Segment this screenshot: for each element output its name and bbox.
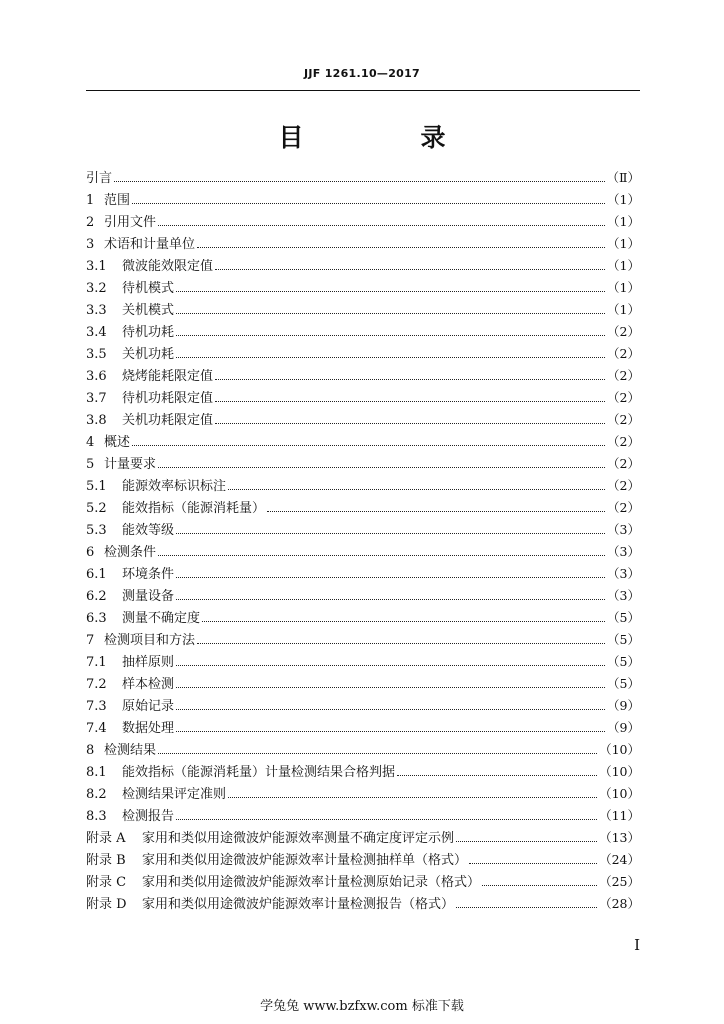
toc-entry-page: （25） (599, 874, 640, 889)
toc-entry[interactable] (86, 321, 640, 343)
dot-leader (215, 400, 605, 402)
toc-entry-title: 关机功耗限定值 (122, 413, 214, 428)
dot-leader (267, 510, 605, 512)
toc-entry-page: （1） (607, 236, 640, 251)
toc-entry-number: 3.6 (86, 369, 107, 384)
dot-leader (228, 796, 597, 798)
toc-entry-title: 待机功耗限定值 (122, 391, 214, 406)
toc-entry-page: （1） (607, 192, 640, 207)
toc-entry-page: （10） (599, 764, 640, 779)
toc-entry-number: 3.4 (86, 325, 107, 340)
toc-entry-title: 概述 (104, 435, 131, 450)
toc-entry-page: （2） (607, 368, 640, 383)
toc-entry-number: 3.8 (86, 413, 107, 428)
toc-entry-number: 3.2 (86, 281, 107, 296)
toc-entry-number: 7.3 (86, 699, 107, 714)
dot-leader (158, 466, 605, 468)
toc-entry-title: 能效指标（能源消耗量）计量检测结果合格判据 (122, 765, 396, 780)
toc-entry[interactable] (86, 849, 640, 871)
toc-entry-page: （9） (607, 720, 640, 735)
toc-entry-title: 检测结果 (104, 743, 157, 758)
toc-entry-title: 测量设备 (122, 589, 175, 604)
toc-entry-title: 测量不确定度 (122, 611, 201, 626)
dot-leader (176, 356, 605, 358)
toc-entry-title: 范围 (104, 193, 131, 208)
dot-leader (176, 532, 605, 534)
toc-entry[interactable] (86, 893, 640, 915)
toc-entry-page: （13） (599, 830, 640, 845)
toc-entry[interactable] (86, 871, 640, 893)
toc-entry-number: 8.3 (86, 809, 107, 824)
toc-entry-number: 8.1 (86, 765, 107, 780)
toc-entry-title: 微波能效限定值 (122, 259, 214, 274)
table-of-contents (86, 167, 640, 915)
dot-leader (114, 180, 604, 182)
toc-entry[interactable] (86, 343, 640, 365)
toc-entry-number: 4 (86, 435, 95, 450)
toc-entry-number: 3.7 (86, 391, 107, 406)
toc-entry-title: 原始记录 (122, 699, 175, 714)
dot-leader (469, 862, 597, 864)
toc-entry-number: 5.1 (86, 479, 107, 494)
toc-entry[interactable] (86, 629, 640, 651)
dot-leader (132, 444, 605, 446)
toc-entry-title: 烧烤能耗限定值 (122, 369, 214, 384)
toc-entry-number: 1 (86, 193, 95, 208)
toc-entry[interactable] (86, 607, 640, 629)
toc-entry-title: 计量要求 (104, 457, 157, 472)
toc-entry[interactable] (86, 497, 640, 519)
dot-leader (215, 422, 605, 424)
toc-entry-page: （2） (607, 412, 640, 427)
toc-entry-page: （5） (607, 676, 640, 691)
toc-entry-page: （3） (607, 588, 640, 603)
toc-entry-page: （28） (599, 896, 640, 911)
toc-entry-title: 检测项目和方法 (104, 633, 196, 648)
toc-entry-title: 能效等级 (122, 523, 175, 538)
toc-entry[interactable] (86, 299, 640, 321)
dot-leader (176, 818, 597, 820)
toc-entry[interactable] (86, 651, 640, 673)
toc-entry[interactable] (86, 717, 640, 739)
toc-entry-number: 8.2 (86, 787, 107, 802)
toc-entry-title: 家用和类似用途微波炉能源效率计量检测报告（格式） (142, 897, 455, 912)
toc-entry[interactable] (86, 761, 640, 783)
toc-entry-page: （2） (607, 434, 640, 449)
toc-entry-title: 检测结果评定准则 (122, 787, 227, 802)
dot-leader (176, 598, 605, 600)
toc-entry[interactable] (86, 167, 640, 189)
dot-leader (176, 730, 605, 732)
toc-entry-number: 3.3 (86, 303, 107, 318)
toc-entry[interactable] (86, 255, 640, 277)
toc-entry-page: （5） (607, 610, 640, 625)
toc-entry-page: （2） (607, 456, 640, 471)
toc-entry-page: （1） (607, 302, 640, 317)
toc-entry-title: 检测条件 (104, 545, 157, 560)
toc-entry-number: 7.2 (86, 677, 107, 692)
toc-entry[interactable] (86, 739, 640, 761)
toc-entry-page: （2） (607, 500, 640, 515)
toc-entry-number: 7 (86, 633, 95, 648)
watermark-text: 学兔兔 www.bzfxw.com 标准下载 (260, 999, 464, 1014)
toc-entry-title: 能源效率标识标注 (122, 479, 227, 494)
dot-leader (176, 708, 605, 710)
toc-entry-page: （10） (599, 786, 640, 801)
toc-entry-title: 家用和类似用途微波炉能源效率计量检测抽样单（格式） (142, 853, 468, 868)
toc-entry-title: 样本检测 (122, 677, 175, 692)
toc-entry-page: （11） (599, 808, 640, 823)
toc-entry-title: 抽样原则 (122, 655, 175, 670)
dot-leader (132, 202, 605, 204)
toc-entry-title: 引用文件 (104, 215, 157, 230)
toc-entry-page: （3） (607, 544, 640, 559)
toc-entry-title: 能效指标（能源消耗量） (122, 501, 266, 516)
toc-entry[interactable] (86, 211, 640, 233)
dot-leader (456, 906, 597, 908)
toc-entry-number: 附录 B (86, 853, 126, 868)
toc-entry-title: 关机功耗 (122, 347, 175, 362)
toc-entry-title: 待机功耗 (122, 325, 175, 340)
header-rule (86, 90, 640, 91)
toc-entry-number: 3 (86, 237, 95, 252)
toc-entry[interactable] (86, 541, 640, 563)
dot-leader (158, 554, 605, 556)
toc-entry-number: 6.1 (86, 567, 107, 582)
toc-entry-title: 待机模式 (122, 281, 175, 296)
toc-entry-page: （2） (607, 390, 640, 405)
toc-entry[interactable] (86, 409, 640, 431)
toc-entry[interactable] (86, 277, 640, 299)
toc-entry[interactable] (86, 673, 640, 695)
toc-entry-page: （1） (607, 214, 640, 229)
toc-entry-number: 附录 A (86, 831, 126, 846)
toc-entry-number: 5 (86, 457, 95, 472)
dot-leader (176, 686, 605, 688)
toc-entry-number: 8 (86, 743, 95, 758)
toc-entry[interactable] (86, 475, 640, 497)
toc-entry-number: 7.1 (86, 655, 107, 670)
toc-entry-page: （10） (599, 742, 640, 757)
toc-entry[interactable] (86, 387, 640, 409)
dot-leader (456, 840, 597, 842)
toc-entry[interactable] (86, 585, 640, 607)
toc-entry-number: 3.5 (86, 347, 107, 362)
dot-leader (176, 312, 605, 314)
dot-leader (197, 642, 605, 644)
toc-entry-number: 3.1 (86, 259, 107, 274)
toc-entry-number: 6.3 (86, 611, 107, 626)
toc-entry[interactable] (86, 233, 640, 255)
toc-entry-page: （3） (607, 522, 640, 537)
toc-entry-page: （3） (607, 566, 640, 581)
toc-entry-title: 家用和类似用途微波炉能源效率计量检测原始记录（格式） (142, 875, 481, 890)
toc-entry-number: 5.3 (86, 523, 107, 538)
toc-entry[interactable] (86, 827, 640, 849)
page-number: Ⅰ (634, 936, 640, 954)
toc-entry-page: （5） (607, 632, 640, 647)
toc-entry[interactable] (86, 453, 640, 475)
toc-entry-page: （9） (607, 698, 640, 713)
toc-entry-title: 术语和计量单位 (104, 237, 196, 252)
dot-leader (228, 488, 605, 490)
dot-leader (176, 290, 605, 292)
dot-leader (176, 334, 605, 336)
toc-entry-page: （1） (607, 280, 640, 295)
toc-entry-page: （5） (607, 654, 640, 669)
standard-code: JJF 1261.10—2017 (303, 67, 421, 80)
toc-entry-title: 数据处理 (122, 721, 175, 736)
toc-entry-page: （2） (607, 324, 640, 339)
dot-leader (202, 620, 605, 622)
toc-entry-number: 附录 D (86, 897, 127, 912)
toc-entry[interactable] (86, 431, 640, 453)
toc-entry[interactable] (86, 189, 640, 211)
dot-leader (397, 774, 597, 776)
toc-entry-number: 6 (86, 545, 95, 560)
toc-entry-page: （24） (599, 852, 640, 867)
toc-entry[interactable] (86, 365, 640, 387)
toc-entry[interactable] (86, 805, 640, 827)
toc-entry[interactable] (86, 695, 640, 717)
toc-entry-page: （2） (607, 478, 640, 493)
dot-leader (176, 576, 605, 578)
toc-entry[interactable] (86, 563, 640, 585)
toc-entry[interactable] (86, 783, 640, 805)
dot-leader (176, 664, 605, 666)
dot-leader (215, 268, 605, 270)
dot-leader (158, 752, 597, 754)
page-title: 目 录 (278, 123, 492, 152)
dot-leader (158, 224, 605, 226)
toc-entry-page: （Ⅱ） (606, 170, 640, 185)
toc-entry-number: 附录 C (86, 875, 127, 890)
dot-leader (215, 378, 605, 380)
toc-entry-page: （1） (607, 258, 640, 273)
toc-entry-number: 2 (86, 215, 95, 230)
toc-entry-page: （2） (607, 346, 640, 361)
toc-entry-title: 家用和类似用途微波炉能源效率测量不确定度评定示例 (142, 831, 455, 846)
toc-entry[interactable] (86, 519, 640, 541)
toc-entry-number: 6.2 (86, 589, 107, 604)
toc-entry-title: 关机模式 (122, 303, 175, 318)
dot-leader (197, 246, 605, 248)
toc-entry-number: 5.2 (86, 501, 107, 516)
toc-entry-number: 7.4 (86, 721, 107, 736)
dot-leader (482, 884, 597, 886)
toc-entry-title: 检测报告 (122, 809, 175, 824)
toc-entry-title: 环境条件 (122, 567, 175, 582)
toc-entry-title: 引言 (86, 171, 113, 186)
